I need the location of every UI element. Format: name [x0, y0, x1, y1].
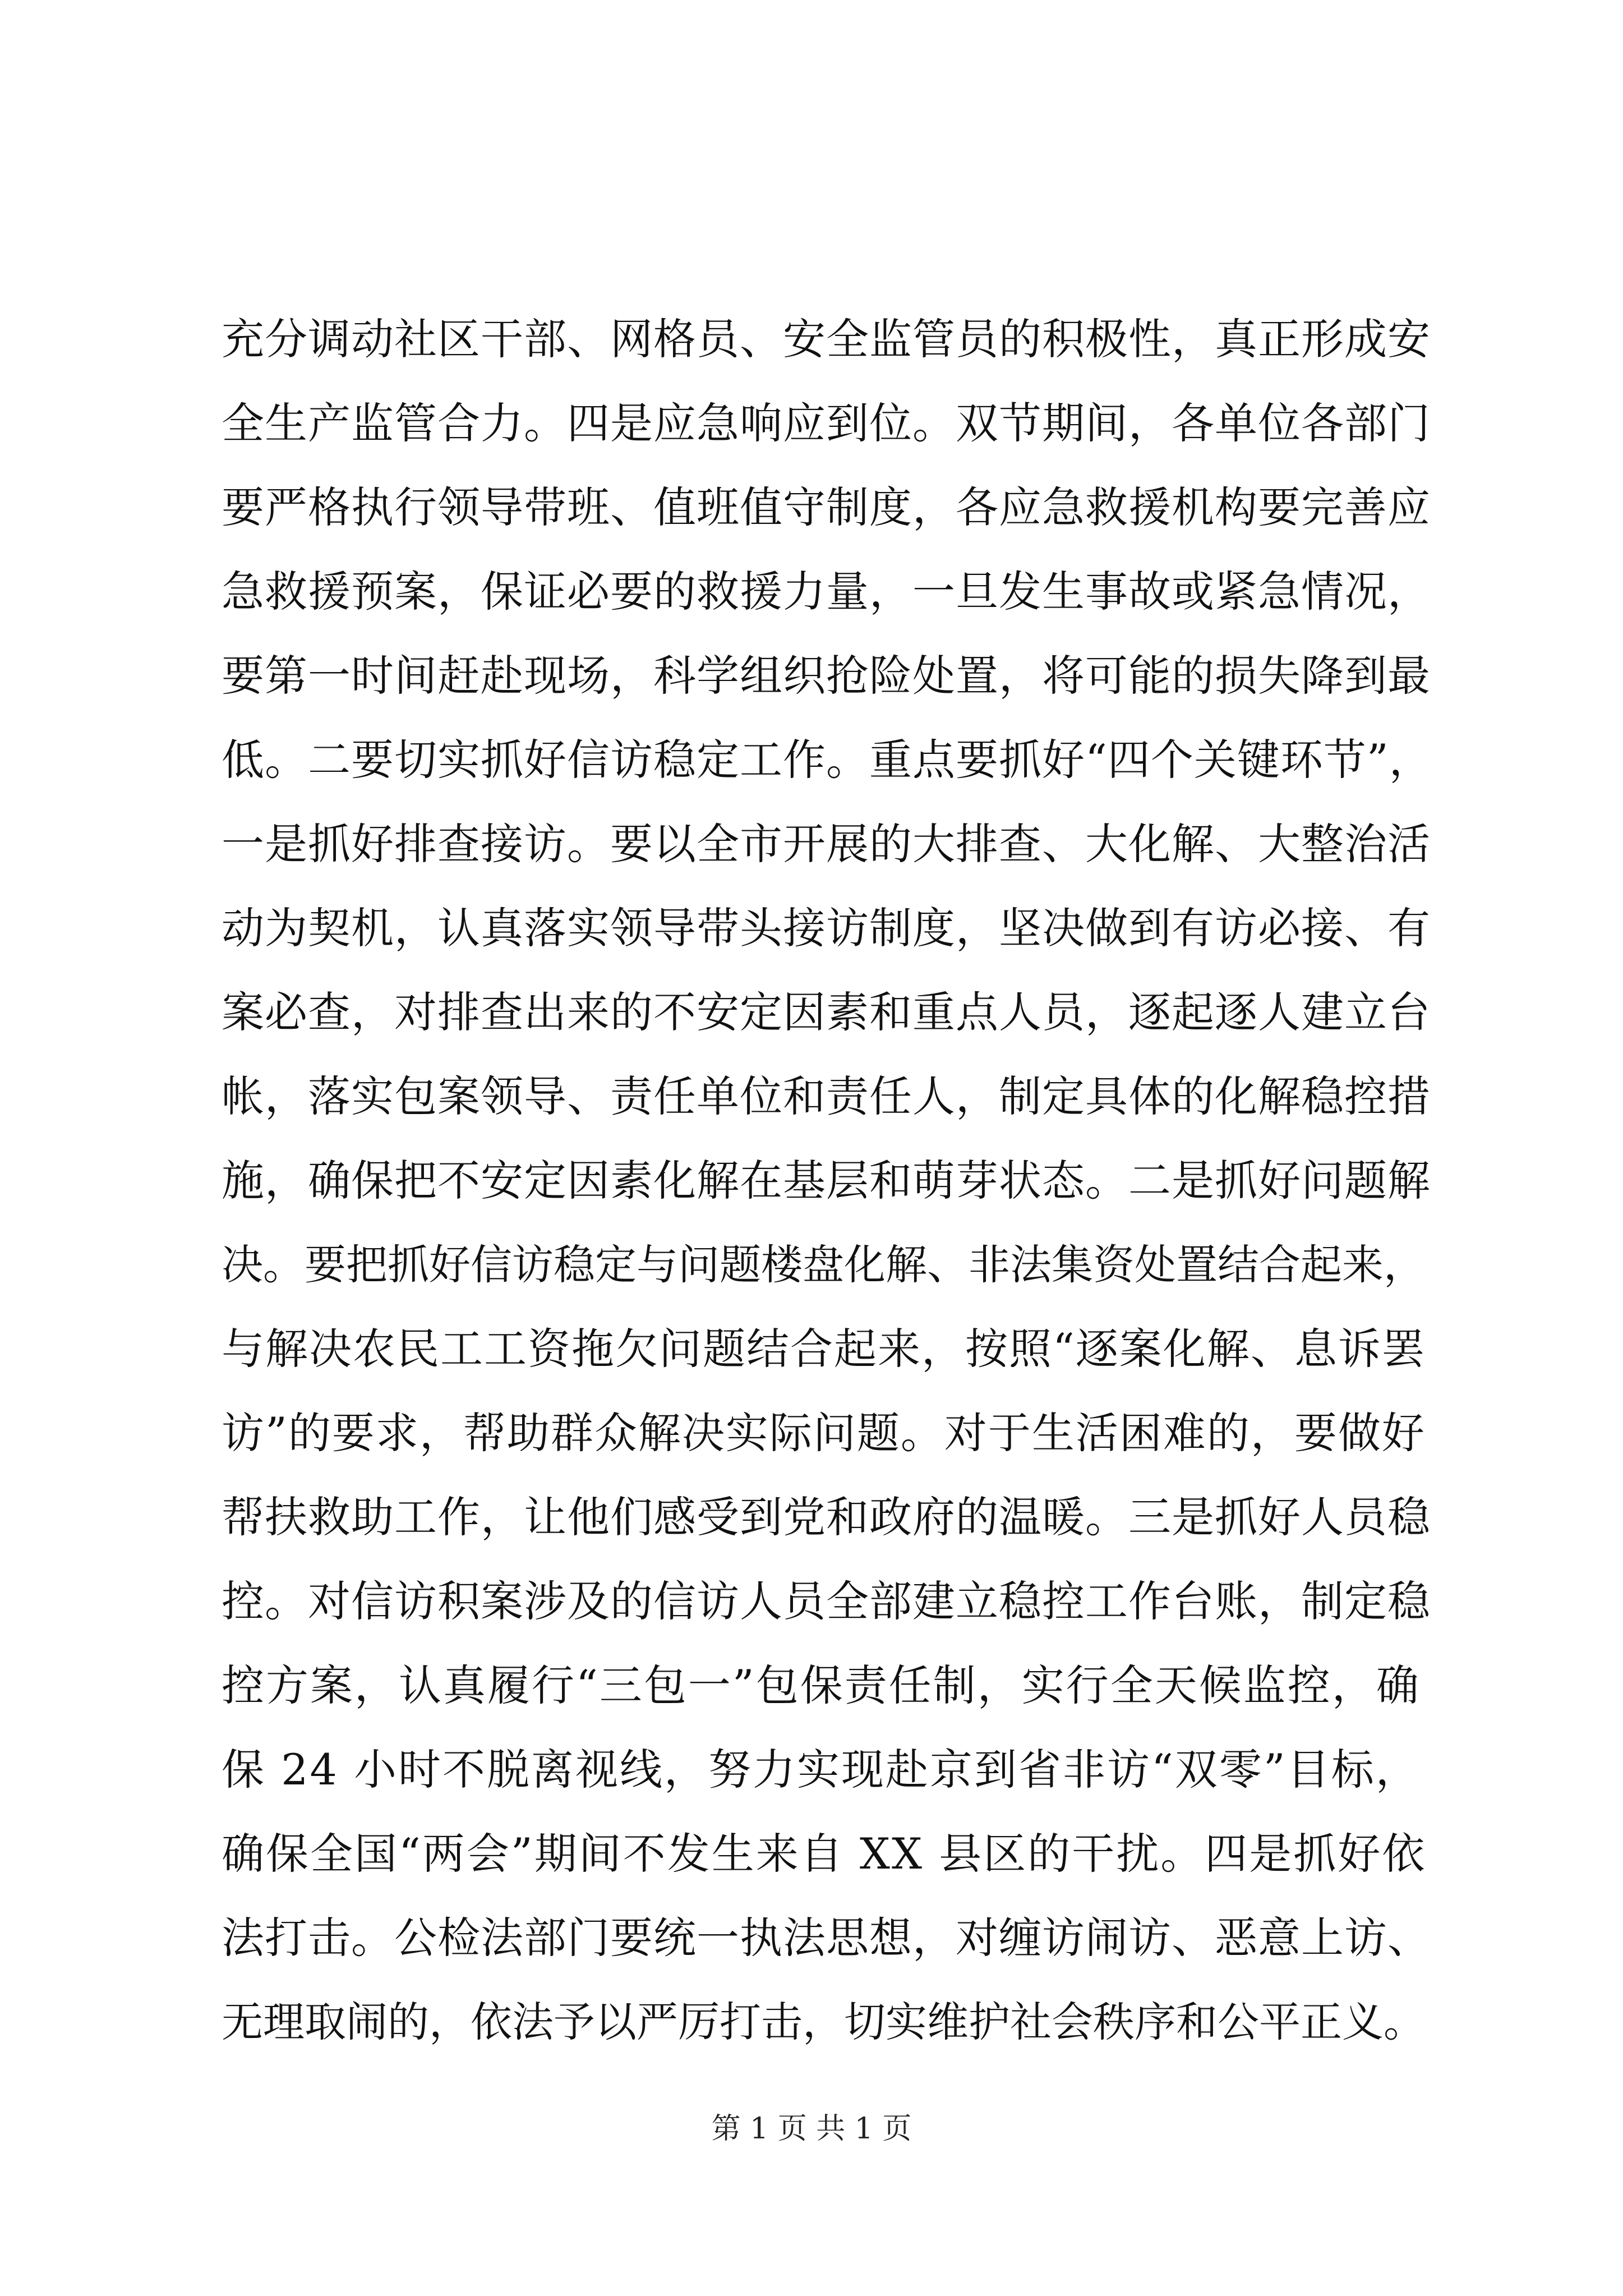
text-line: 确保全国“两会”期间不发生来自 XX 县区的干扰。四是抓好依: [222, 1829, 1427, 1879]
text-line: 低。二要切实抓好信访稳定工作。重点要抓好“四个关键环节”，: [222, 735, 1432, 785]
text-line: 一是抓好排查接访。要以全市开展的大排查、大化解、大整治活: [222, 819, 1431, 869]
text-line: 要第一时间赶赴现场，科学组织抢险处置，将可能的损失降到最: [222, 651, 1431, 701]
text-line: 全生产监管合力。四是应急响应到位。双节期间，各单位各部门: [222, 398, 1431, 448]
text-line: 无理取闹的，依法予以严厉打击，切实维护社会秩序和公平正义。: [222, 1998, 1425, 2046]
text-line: 施，确保把不安定因素化解在基层和萌芽状态。二是抓好问题解: [222, 1156, 1431, 1205]
page-number-footer: 第 1 页 共 1 页: [711, 2112, 912, 2146]
text-line: 帮扶救助工作，让他们感受到党和政府的温暖。三是抓好人员稳: [222, 1492, 1431, 1542]
text-line: 与解决农民工工资拖欠问题结合起来，按照“逐案化解、息诉罢: [222, 1324, 1426, 1374]
text-line: 控方案，认真履行“三包一”包保责任制，实行全天候监控，确: [222, 1660, 1421, 1710]
text-line: 决。要把抓好信访稳定与问题楼盘化解、非法集资处置结合起来，: [222, 1241, 1425, 1289]
text-line: 法打击。公检法部门要统一执法思想，对缠访闹访、恶意上访、: [222, 1913, 1431, 1963]
text-line: 帐，落实包案领导、责任单位和责任人，制定具体的化解稳控措: [222, 1071, 1431, 1121]
text-line: 案必查，对排查出来的不安定因素和重点人员，逐起逐人建立台: [222, 987, 1431, 1037]
text-line: 要严格执行领导带班、值班值守制度，各应急救援机构要完善应: [222, 482, 1431, 532]
text-line: 保 24 小时不脱离视线，努力实现赴京到省非访“双零”目标，: [222, 1745, 1420, 1795]
text-line: 动为契机，认真落实领导带头接访制度，坚决做到有访必接、有: [222, 903, 1431, 953]
text-line: 控。对信访积案涉及的信访人员全部建立稳控工作台账，制定稳: [222, 1576, 1431, 1626]
text-line: 充分调动社区干部、网格员、安全监管员的积极性，真正形成安: [222, 314, 1431, 364]
text-line: 访”的要求，帮助群众解决实际问题。对于生活困难的，要做好: [222, 1408, 1426, 1458]
text-line: 急救援预案，保证必要的救援力量，一旦发生事故或紧急情况，: [222, 567, 1431, 616]
